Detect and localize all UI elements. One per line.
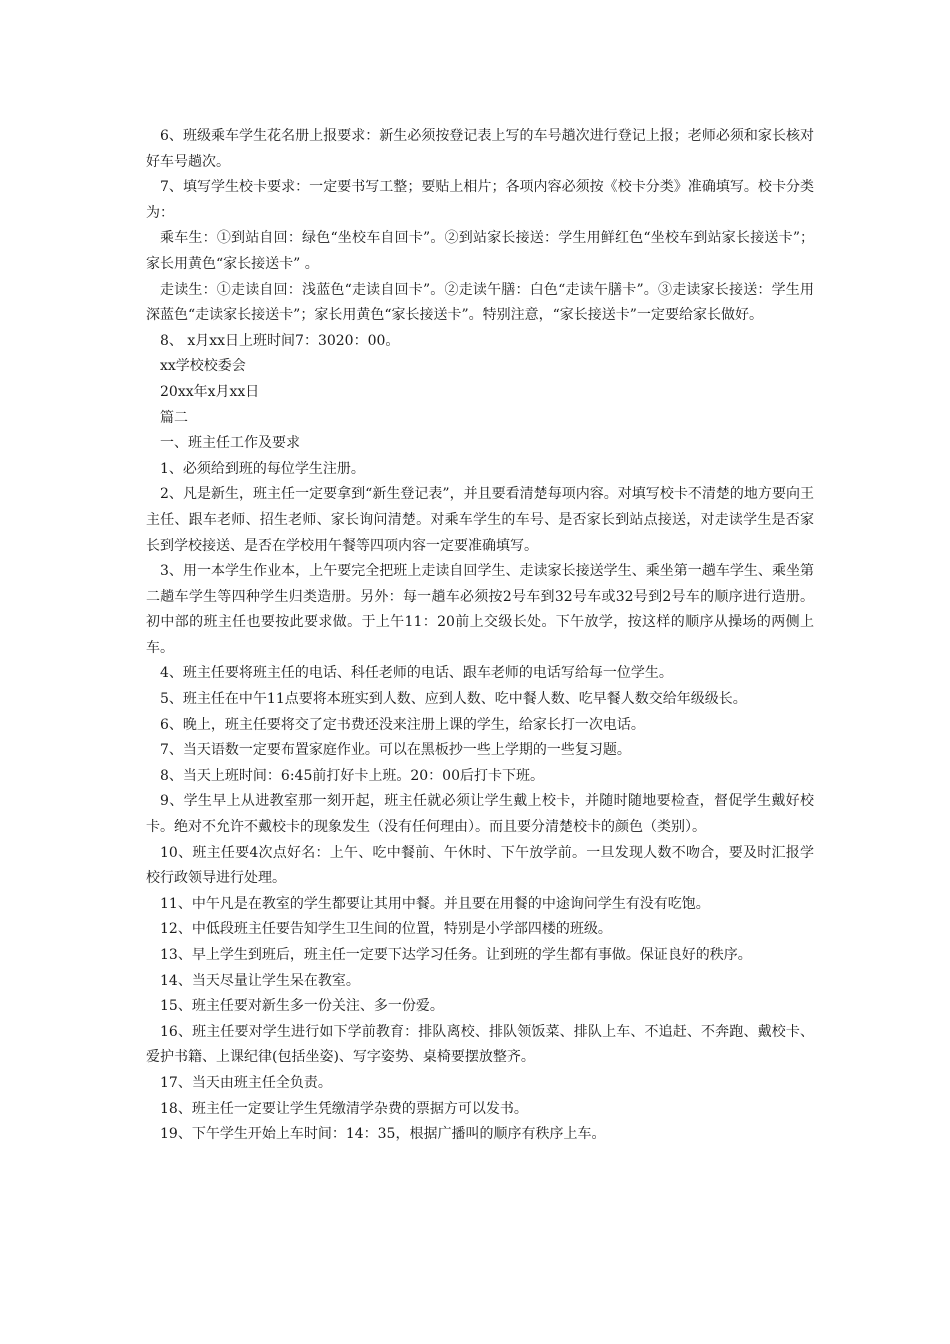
paragraph-17: 8、当天上班时间：6:45前打好卡上班。20：00后打卡下班。	[160, 767, 544, 784]
paragraph-8: 篇二	[160, 409, 188, 426]
paragraph-19: 10、班主任要4次点好名：上午、吃中餐前、午休时、下午放学前。一旦发现人数不吻合，要及时汇报学校行政领导进行处理。	[146, 844, 814, 887]
paragraph-22: 13、早上学生到班后，班主任一定要下达学习任务。让到班的学生都有事做。保证良好的秩序。	[160, 947, 752, 963]
paragraph-6: xx学校校委会	[160, 358, 246, 375]
paragraph-14: 5、班主任在中午11点要将本班实到人数、应到人数、吃中餐人数、吃早餐人数交给年级级长。	[160, 691, 747, 708]
paragraph-9: 一、班主任工作及要求	[160, 435, 300, 452]
paragraph-13: 4、班主任要将班主任的电话、科任老师的电话、跟车老师的电话写给每一位学生。	[160, 665, 673, 682]
paragraph-23: 14、当天尽量让学生呆在教室。	[160, 972, 360, 989]
paragraph-5: 8、 x月xx日上班时间7：3020：00。	[160, 332, 400, 349]
paragraph-27: 18、班主任一定要让学生凭缴清学杂费的票据方可以发书。	[160, 1100, 528, 1117]
paragraph-7: 20xx年x月xx日	[160, 383, 260, 400]
paragraph-25: 16、班主任要对学生进行如下学前教育：排队离校、排队领饭菜、排队上车、不追赶、不奔跑、戴校卡、爱护书籍、上课纪律(包括坐姿)、写字姿势、桌椅要摆放整齐。	[146, 1023, 814, 1066]
paragraph-12: 3、用一本学生作业本，上午要完全把班上走读自回学生、走读家长接送学生、乘坐第一趟车学生、乘坐第二趟车学生等四种学生归类造册。另外：每一趟车必须按2号车到32号车或32号到2号车的顺序进行造册。初中部的班主任也要按此要求做。于上午11：20前上交级长处。下午放学，按这样的顺序从操场的两侧上车。	[146, 563, 814, 656]
paragraph-20: 11、中午凡是在教室的学生都要让其用中餐。并且要在用餐的中途询问学生有没有吃饱。	[160, 895, 710, 912]
paragraph-10: 1、必须给到班的每位学生注册。	[160, 460, 365, 477]
paragraph-4: 走读生：①走读自回：浅蓝色“走读自回卡”。②走读午膳：白色“走读午膳卡”。③走读家长接送：学生用深蓝色“走读家长接送卡”；家长用黄色“家长接送卡”。特别注意，“家长接送卡”一定要给家长做好。	[146, 281, 814, 324]
paragraph-11: 2、凡是新生，班主任一定要拿到“新生登记表”，并且要看清楚每项内容。对填写校卡不清楚的地方要向王主任、跟车老师、招生老师、家长询问清楚。对乘车学生的车号、是否家长到站点接送，对走读学生是否家长到学校接送、是否在学校用午餐等四项内容一定要准确填写。	[146, 486, 814, 554]
paragraph-21: 12、中低段班主任要告知学生卫生间的位置，特别是小学部四楼的班级。	[160, 921, 612, 938]
document-page	[146, 124, 814, 1148]
paragraph-16: 7、当天语数一定要布置家庭作业。可以在黑板抄一些上学期的一些复习题。	[160, 742, 631, 759]
paragraph-24: 15、班主任要对新生多一份关注、多一份爱。	[160, 998, 444, 1015]
paragraph-26: 17、当天由班主任全负责。	[160, 1074, 332, 1091]
paragraph-15: 6、晚上，班主任要将交了定书费还没来注册上课的学生，给家长打一次电话。	[160, 716, 645, 733]
paragraph-2: 7、填写学生校卡要求：一定要书写工整；要贴上相片；各项内容必须按《校卡分类》准确填写。校卡分类为：	[146, 179, 814, 221]
paragraph-1: 6、班级乘车学生花名册上报要求：新生必须按登记表上写的车号趟次进行登记上报；老师必须和家长核对好车号趟次。	[146, 128, 814, 170]
paragraph-28: 19、下午学生开始上车时间：14：35，根据广播叫的顺序有秩序上车。	[160, 1126, 606, 1143]
paragraph-3: 乘车生：①到站自回：绿色“坐校车自回卡”。②到站家长接送：学生用鲜红色“坐校车到站家长接送卡”；家长用黄色“家长接送卡” 。	[146, 230, 814, 272]
paragraph-18: 9、学生早上从进教室那一刻开起，班主任就必须让学生戴上校卡，并随时随地要检查，督促学生戴好校卡。绝对不允许不戴校卡的现象发生（没有任何理由）。而且要分清楚校卡的颜色（类别）。	[146, 793, 814, 836]
